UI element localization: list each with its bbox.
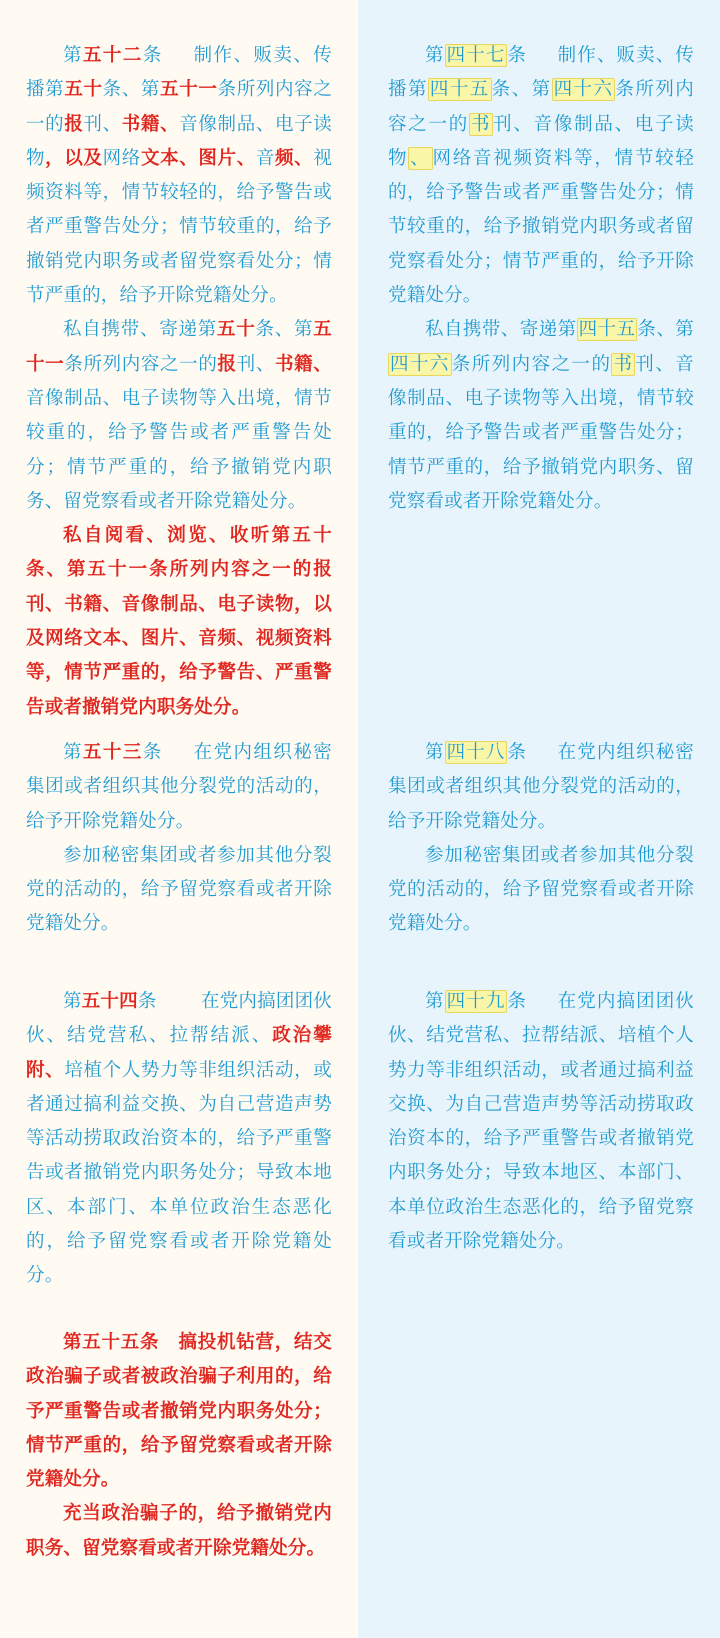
article-49-paragraph-1: 第 四十九 条 在党内搞团团伙伙、结党营私、拉帮结派、培植个人势力等非组织活动，或者通过搞利益交换、为自己营造声势等活动捞取政治资本的，给予严重警告或者撤销党内职务处分；导致本地区、本部门、本单位政治生态恶化的，给予留党察看或者开除党籍处分。 (388, 991, 695, 1253)
article-53-paragraph-2: 参加秘密集团或者参加其他分裂党的活动的，给予留党察看或者开除党籍处分。 (26, 844, 332, 935)
article-52-section (26, 39, 332, 725)
article-55-paragraph-1-new: 第五十五条 搞投机钻营，结交政治骗子或者被政治骗子利用的，给予严重警告或者撤销党内职务处分；情节严重的，给予留党察看或者开除党籍处分。 (26, 1332, 332, 1491)
article-47-paragraph-1: 第 四十七 条 制作、贩卖、传播第 四十五 条、第 四十六 条所列内容之一的 书 刊、音像制品、电子读物 、 网络音视频资料等，情节较轻的，给予警告或者严重警告处分；情节较重的，给予撤销党内职务或者留党察看处分；情节严重的，给予开除党籍处分。 (388, 45, 695, 307)
highlight-mark: 四十八 (446, 742, 506, 763)
article-47-section (388, 39, 694, 519)
article-49-section (388, 985, 694, 1259)
article-48-paragraph-2: 参加秘密集团或者参加其他分裂党的活动的，给予留党察看或者开除党籍处分。 (388, 844, 694, 935)
highlight-mark: 书 (613, 353, 634, 375)
article-55-paragraph-2-new: 充当政治骗子的，给予撤销党内职务、留党察看或者开除党籍处分。 (26, 1503, 332, 1559)
article-48-section (388, 736, 694, 942)
article-48-paragraph-1: 第 四十八 条 在党内组织秘密集团或者组织其他分裂党的活动的，给予开除党籍处分。 (388, 742, 695, 832)
highlight-mark: 四十五 (578, 319, 636, 341)
article-54-section (26, 985, 332, 1294)
highlight-mark: 四十九 (446, 991, 506, 1012)
article-55-section (26, 1326, 332, 1566)
highlight-mark: 四十六 (390, 353, 450, 375)
highlight-mark: 四十六 (553, 79, 614, 101)
article-53-paragraph-1: 第五十三条 在党内组织秘密集团或者组织其他分裂党的活动的，给予开除党籍处分。 (26, 742, 333, 832)
article-52-paragraph-2: 私自携带、寄递第五十条、第五十一条所列内容之一的报刊、书籍、音像制品、电子读物等入出境，情节较重的，给予警告或者严重警告处分；情节严重的，给予撤销党内职务、留党察看或者开除党籍处分。 (26, 319, 333, 512)
left-column-new-text (0, 0, 358, 1638)
article-52-paragraph-1: 第五十二条 制作、贩卖、传播第五十条、第五十一条所列内容之一的报刊、书籍、音像制品、电子读物，以及网络文本、图片、音频、视频资料等，情节较轻的，给予警告或者严重警告处分；情节较重的，给予撤销党内职务或者留党察看处分；情节严重的，给予开除党籍处分。 (26, 45, 333, 307)
highlight-mark: 书 (470, 113, 492, 135)
article-53-section (26, 736, 332, 942)
article-54-paragraph-1: 第五十四条 在党内搞团团伙伙、结党营私、拉帮结派、政治攀附、培植个人势力等非组织活动，或者通过搞利益交换、为自己营造声势等活动捞取政治资本的，给予严重警告或者撤销党内职务处分；导致本地区、本部门、本单位政治生态恶化的，给予留党察看或者开除党籍处分。 (26, 991, 332, 1287)
article-52-paragraph-3-new: 私自阅看、浏览、收听第五十条、第五十一条所列内容之一的报刊、书籍、音像制品、电子读物，以及网络文本、图片、音频、视频资料等，情节严重的，给予警告、严重警告或者撤销党内职务处分。 (26, 525, 332, 718)
right-column-old-text (358, 0, 720, 1638)
highlight-mark: 四十五 (429, 79, 490, 101)
highlight-mark: 、 (410, 147, 431, 169)
article-47-paragraph-2: 私自携带、寄递第 四十五 条、第四十六 条所列内容之一的 书 刊、音像制品、电子读物等入出境，情节较重的，给予警告或者严重警告处分；情节严重的，给予撤销党内职务、留党察看或者开除党籍处分。 (388, 319, 694, 512)
highlight-mark: 四十七 (446, 45, 506, 66)
